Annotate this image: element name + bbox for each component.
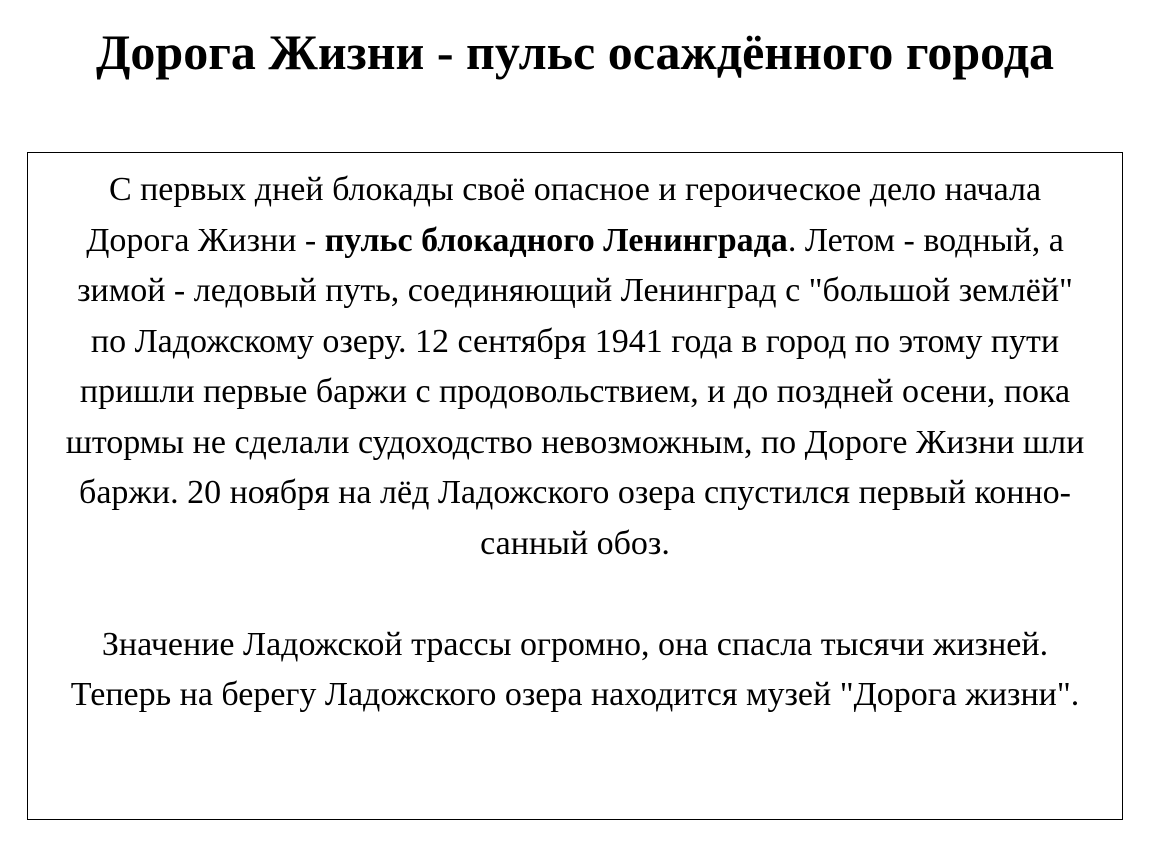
page-title: Дорога Жизни - пульс осаждённого города xyxy=(95,24,1054,80)
paragraph-spacer xyxy=(56,569,1094,620)
paragraph-significance: Значение Ладожской трассы огромно, она спасла тысячи жизней. Теперь на берегу Ладожского озера находится музей "Дорога жизни". xyxy=(70,625,1080,713)
text-box xyxy=(27,152,1123,820)
paragraph-history xyxy=(56,165,1094,569)
paragraph-history-intro: С первых дней блокады своё опасное и героическое дело начала Дорога Жизни - xyxy=(86,171,1042,259)
highlighted-phrase: пульс блокадного Ленинграда xyxy=(324,221,788,259)
paragraph-history-rest: . Летом - водный, а зимой - ледовый путь, соединяющий Ленинград с "большой землёй" по Ладожскому озеру. 12 сентября 1941 года в город по этому пути пришли первые баржи с продовольствием, и до поздней осени, пока штормы не сделали судоходство невозможным, по Дороге Жизни шли баржи. 20 ноября на лёд Ладожского озера спустился первый конно-санный обоз. xyxy=(65,221,1085,562)
